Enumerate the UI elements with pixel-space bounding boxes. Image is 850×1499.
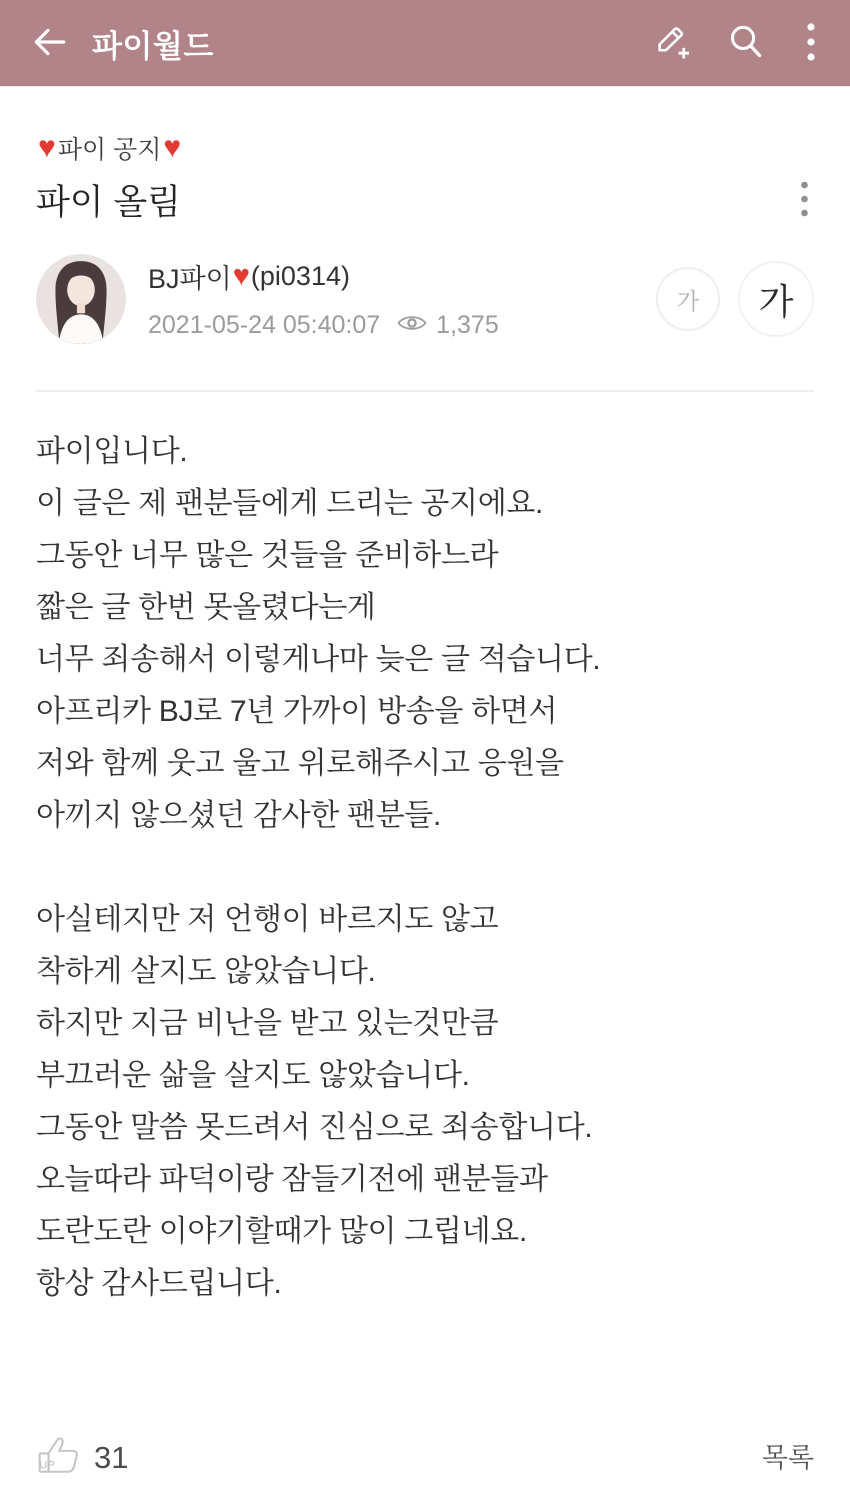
post-date: 2021-05-24 05:40:07: [148, 310, 381, 339]
upvote-button[interactable]: [36, 1430, 128, 1481]
body-text-line: 착하게 살지도 않았습니다.: [36, 955, 376, 988]
post-title-row: [36, 178, 814, 228]
font-size-controls: [656, 261, 814, 337]
body-text-line: 부끄러운 삶을 살지도 않았습니다.: [36, 1059, 470, 1092]
compose-pencil-icon: [652, 22, 692, 65]
body-text-line: 짧은 글 한번 못올렸다는게: [36, 591, 376, 624]
author-info: [148, 257, 499, 341]
author-row: [36, 254, 814, 344]
app-header: [0, 0, 850, 86]
page-title: 파이월드: [92, 28, 214, 64]
post-category-label: 파이 공지: [57, 136, 162, 164]
divider: [36, 390, 814, 392]
body-text-line: 항상 감사드립니다.: [36, 1267, 282, 1300]
kebab-menu-icon: [805, 21, 817, 66]
back-arrow-icon: [30, 23, 68, 64]
body-text-line: 도란도란 이야기할때가 많이 그립네요.: [36, 1215, 528, 1248]
author-avatar[interactable]: [36, 254, 126, 344]
post-category: [36, 130, 814, 166]
back-button[interactable]: [26, 20, 72, 66]
post-view: [0, 86, 850, 1499]
body-text-line: 너무 죄송해서 이렇게나마 늦은 글 적습니다.: [36, 643, 601, 676]
search-button[interactable]: [722, 19, 770, 67]
body-text-line: 아프리카 BJ로 7년 가까이 방송을 하면서: [36, 695, 558, 728]
body-text-line: 그동안 말씀 못드려서 진심으로 죄송합니다.: [36, 1111, 593, 1144]
body-text-line: 그동안 너무 많은 것들을 준비하느라: [36, 539, 499, 572]
body-text-line: 저와 함께 웃고 울고 위로해주시고 응원을: [36, 747, 564, 780]
body-text-line: 하지만 지금 비난을 받고 있는것만큼: [36, 1007, 499, 1040]
author-meta: [148, 309, 499, 341]
post-footer: [36, 1430, 814, 1485]
heart-icon: ♥: [232, 260, 250, 292]
author-name-prefix: BJ파이: [148, 264, 232, 294]
post-body: [36, 426, 814, 1310]
compose-post-button[interactable]: [648, 19, 696, 67]
body-text-line: [36, 842, 814, 894]
thumbs-up-icon: [36, 1430, 84, 1481]
header-menu-button[interactable]: [792, 19, 830, 67]
up-label: UP: [39, 1459, 56, 1472]
font-size-decrease-button[interactable]: 가: [656, 267, 720, 331]
post-options-button[interactable]: [786, 178, 822, 222]
heart-icon: ♥: [163, 131, 182, 164]
like-count: 31: [94, 1440, 129, 1475]
body-text-line: 파이입니다.: [36, 435, 188, 468]
author-name-suffix: (pi0314): [250, 261, 350, 291]
body-text-line: 아끼지 않으셨던 감사한 팬분들.: [36, 799, 441, 832]
go-to-list-button[interactable]: 목록: [762, 1436, 814, 1475]
body-text-line: 이 글은 제 팬분들에게 드리는 공지에요.: [36, 487, 544, 520]
search-icon: [726, 22, 766, 65]
views-eye-icon: [396, 312, 428, 341]
kebab-menu-icon: [799, 180, 810, 221]
heart-icon: ♥: [38, 131, 56, 164]
header-actions: [622, 19, 830, 67]
author-name[interactable]: [148, 257, 499, 296]
font-size-increase-button[interactable]: 가: [738, 261, 814, 337]
body-text-line: 아실테지만 저 언행이 바르지도 않고: [36, 903, 499, 936]
post-title: 파이 올림: [36, 183, 181, 222]
view-count: 1,375: [436, 310, 499, 339]
body-text-line: 오늘따라 파덕이랑 잠들기전에 팬분들과: [36, 1163, 548, 1196]
